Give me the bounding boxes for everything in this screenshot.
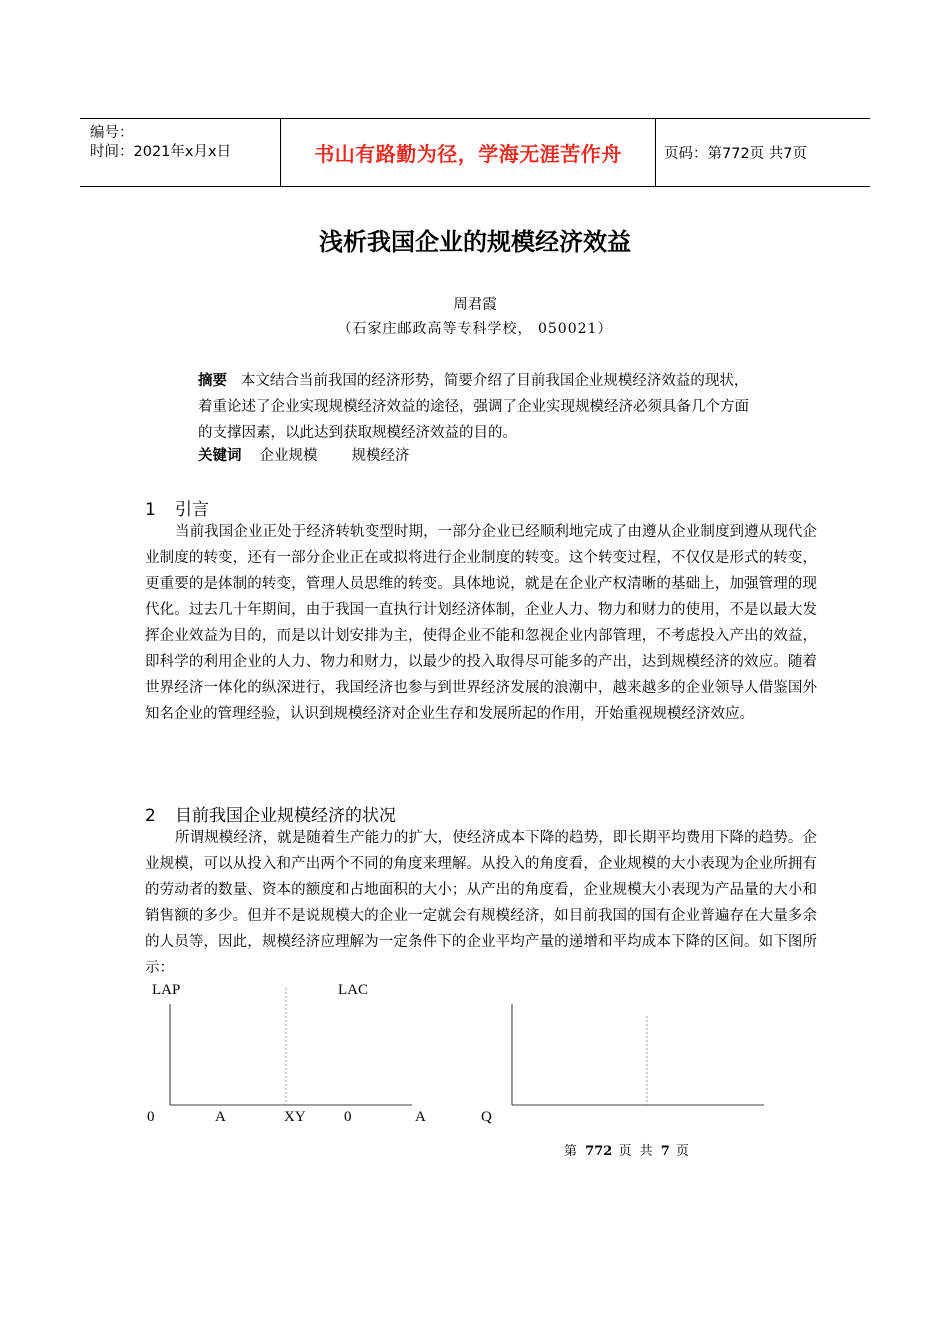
keywords-label: 关键词 bbox=[198, 448, 242, 464]
article-title: 浅析我国企业的规模经济效益 bbox=[319, 228, 631, 256]
section-2-title: 目前我国企业规模经济的状况 bbox=[175, 806, 396, 826]
left-x-label: XY bbox=[284, 1109, 306, 1125]
footer-suffix: 页 bbox=[675, 1144, 691, 1159]
header-page-label: 页码：第772页 共7页 bbox=[664, 146, 808, 162]
section-2-paragraph: 所谓规模经济，就是随着生产能力的扩大，使经济成本下降的趋势，即长期平均费用下降的趋势。企业规模，可以从投入和产出两个不同的角度来理解。从投入的角度看，企业规模的大小表现为企业所拥有的劳动者的数量、资本的额度和占地面积的大小；从产出的角度看，企业规模大小表现为产品量的大小和销售额的多少。但并不是说规模大的企业一定就会有规模经济，如目前我国的国有企业普遍存在大量多余的人员等，因此，规模经济应理解为一定条件下的企业平均产量的递增和平均成本下降的区间。如下图所示： bbox=[145, 830, 817, 976]
section-2-number: 2 bbox=[145, 806, 156, 826]
right-x-label: Q bbox=[481, 1109, 492, 1125]
section-1-title: 引言 bbox=[175, 500, 209, 520]
right-y-label: LAC bbox=[338, 982, 368, 998]
section-1-paragraph: 当前我国企业正处于经济转轨变型时期，一部分企业已经顺利地完成了由遵从企业制度到遵从现代企业制度的转变，还有一部分企业正在或拟将进行企业制度的转变。这个转变过程，不仅仅是形式的转变，更重要的是体制的转变，管理人员思维的转变。具体地说，就是在企业产权清晰的基础上，加强管理的现代化。过去几十年期间，由于我国一直执行计划经济体制，企业人力、物力和财力的使用，不是以最大发挥企业效益为目的，而是以计划安排为主，使得企业不能和忽视企业内部管理，不考虑投入产出的效益，即科学的利用企业的人力、物力和财力，以最少的投入取得尽可能多的产出，达到规模经济的效应。随着世界经济一体化的纵深进行，我国经济也参与到世界经济发展的浪潮中，越来越多的企业领导人借鉴国外知名企业的管理经验，认识到规模经济对企业生存和发展所起的作用，开始重视规模经济效应。 bbox=[145, 524, 817, 722]
keyword-2: 规模经济 bbox=[351, 448, 410, 464]
left-x-marker: A bbox=[215, 1109, 226, 1125]
left-y-label: LAP bbox=[152, 982, 181, 998]
right-origin-label: 0 bbox=[344, 1109, 352, 1125]
document-time-label: 时间：2021年x月x日 bbox=[90, 144, 232, 160]
left-origin-label: 0 bbox=[147, 1109, 155, 1125]
abstract-text: 本文结合当前我国的经济形势，简要介绍了目前我国企业规模经济效益的现状，着重论述了企业实现规模经济效益的途径，强调了企业实现规模经济必须具备几个方面的支撑因素，以此达到获取规模经济效益的目的。 bbox=[198, 373, 749, 441]
footer-middle: 页 共 bbox=[618, 1144, 655, 1159]
footer-page-number: 772 bbox=[585, 1144, 613, 1159]
article-author: 周君霞 bbox=[453, 297, 497, 313]
header-motto: 书山有路勤为径，学海无涯苦作舟 bbox=[314, 142, 622, 166]
abstract-label: 摘要 bbox=[198, 373, 227, 389]
document-number-label: 编号： bbox=[90, 125, 134, 141]
section-1-number: 1 bbox=[145, 500, 156, 520]
keyword-1: 企业规模 bbox=[259, 448, 318, 464]
page-footer bbox=[564, 1140, 691, 1159]
footer-prefix: 第 bbox=[564, 1144, 580, 1159]
article-affiliation: （石家庄邮政高等专科学校， 050021） bbox=[337, 321, 613, 337]
footer-total-pages: 7 bbox=[660, 1144, 670, 1159]
right-x-marker: A bbox=[415, 1109, 426, 1125]
